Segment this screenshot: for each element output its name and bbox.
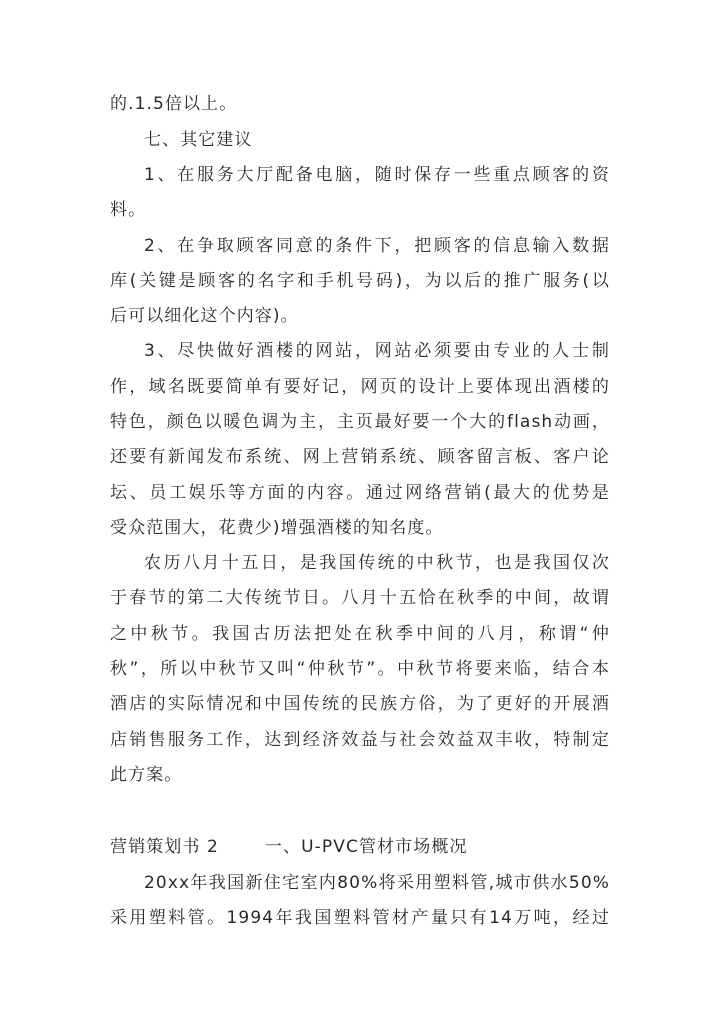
text-line: 于春节的第二大传统节日。八月十五恰在秋季的中间，故谓 xyxy=(110,588,610,608)
text-line: 受众范围大，花费少)增强酒楼的知名度。 xyxy=(110,518,444,538)
text-line: 农历八月十五日，是我国传统的中秋节，也是我国仅次 xyxy=(144,553,610,573)
text-line: 作，域名既要简单有要好记，网页的设计上要体现出酒楼的 xyxy=(110,377,610,397)
text-line: 的.1.5倍以上。 xyxy=(110,94,238,114)
text-line: 酒店的实际情况和中国传统的民族方俗，为了更好的开展酒 xyxy=(110,694,610,714)
text-line: 店销售服务工作，达到经济效益与社会效益双丰收，特制定 xyxy=(110,730,610,750)
text-line: 料。 xyxy=(110,200,147,220)
section-heading: 一、U-PVC管材市场概况 xyxy=(264,837,468,857)
text-line: 之中秋节。我国古历法把处在秋季中间的八月，称谓“仲 xyxy=(110,624,610,644)
text-line: 还要有新闻发布系统、网上营销系统、顾客留言板、客户论 xyxy=(110,447,610,467)
text-line: 坛、员工娱乐等方面的内容。通过网络营销(最大的优势是 xyxy=(110,483,610,503)
section-heading-line xyxy=(110,829,610,865)
text-line: 2、在争取顾客同意的条件下，把顾客的信息输入数据 xyxy=(144,236,610,256)
text-line: 秋”，所以中秋节又叫“仲秋节”。中秋节将要来临，结合本 xyxy=(110,659,610,679)
text-line: 后可以细化这个内容)。 xyxy=(110,306,299,326)
text-line: 3、尽快做好酒楼的网站，网站必须要由专业的人士制 xyxy=(144,341,610,361)
section-title: 营销策划书 2 xyxy=(110,837,219,857)
text-line: 采用塑料管。1994年我国塑料管材产量只有14万吨，经过 xyxy=(110,908,610,928)
text-line: 1、在服务大厅配备电脑，随时保存一些重点顾客的资 xyxy=(144,165,610,185)
text-line: 此方案。 xyxy=(110,765,183,785)
text-line: 特色，颜色以暖色调为主，主页最好要一个大的flash动画， xyxy=(110,412,610,432)
subheading: 七、其它建议 xyxy=(144,130,253,150)
text-line: 20xx年我国新住宅室内80%将采用塑料管,城市供水50% xyxy=(144,873,610,893)
text-line: 库(关键是顾客的名字和手机号码)，为以后的推广服务(以 xyxy=(110,271,610,291)
